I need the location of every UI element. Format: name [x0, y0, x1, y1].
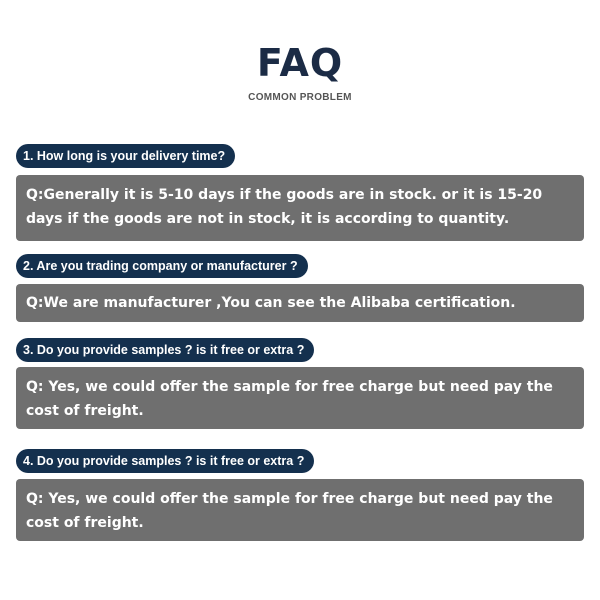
faq-question-1: 1. How long is your delivery time? [16, 144, 235, 168]
faq-item-1 [16, 144, 584, 227]
faq-answer-3: Q: Yes, we could offer the sample for free charge but need pay the cost of freight. [16, 367, 584, 429]
faq-question-3: 3. Do you provide samples ? is it free or extra ? [16, 338, 314, 362]
faq-answer-1: Q:Generally it is 5-10 days if the goods are in stock. or it is 15-20 days if the goods are not in stock, it is according to quantity. [16, 175, 584, 241]
faq-question-2: 2. Are you trading company or manufacturer ? [16, 254, 308, 278]
faq-answer-2: Q:We are manufacturer ,You can see the Alibaba certification. [16, 284, 584, 322]
page-subtitle: COMMON PROBLEM [248, 92, 352, 103]
faq-item-4 [16, 449, 584, 531]
faq-answer-4: Q: Yes, we could offer the sample for free charge but need pay the cost of freight. [16, 479, 584, 541]
faq-item-3 [16, 338, 584, 419]
page-title: FAQ [256, 41, 344, 85]
faq-item-2 [16, 254, 584, 311]
faq-question-4: 4. Do you provide samples ? is it free or extra ? [16, 449, 314, 473]
